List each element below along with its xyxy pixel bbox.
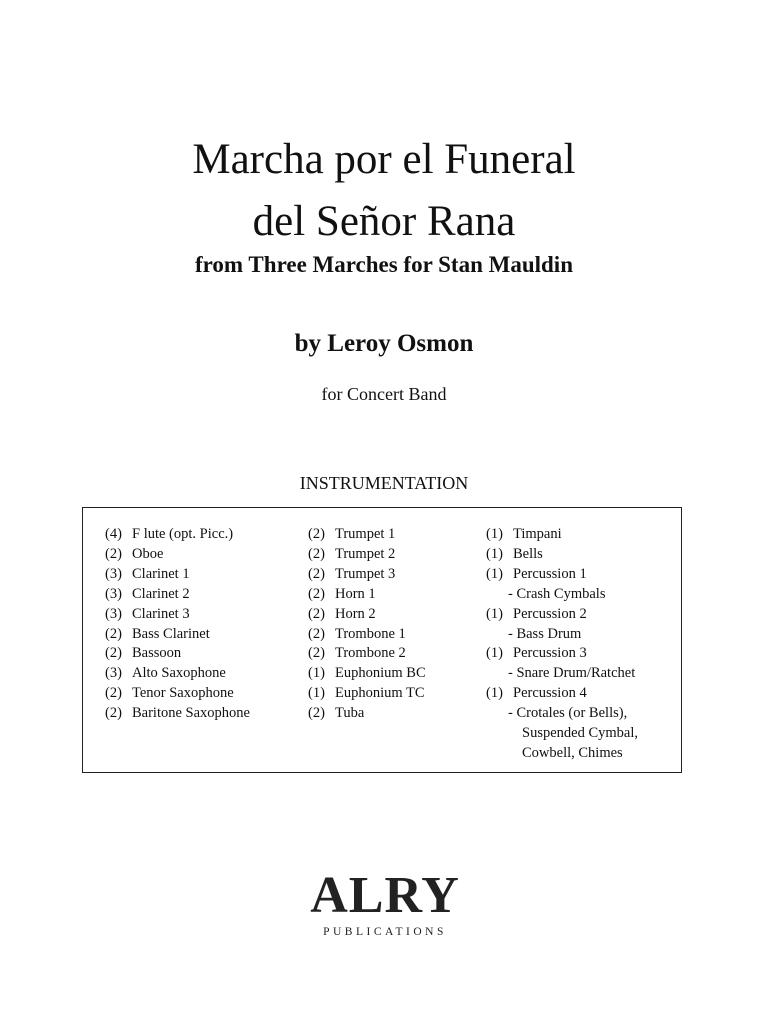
instrument-count: (1) <box>486 605 503 622</box>
instrument-column-percussion <box>486 525 638 764</box>
instrument-count: (1) <box>486 526 503 542</box>
instrument-count: (3) <box>105 565 122 582</box>
instrument-detail: - Bass Drum <box>508 625 582 642</box>
instrument-row <box>486 664 638 684</box>
instrument-name: Bassoon <box>132 645 182 662</box>
instrument-row <box>486 644 638 664</box>
instrument-count: (3) <box>105 665 122 682</box>
instrument-row <box>105 585 250 605</box>
instrument-column-brass <box>308 525 426 724</box>
instrument-row <box>486 605 638 625</box>
instrument-detail: - Crotales (or Bells), <box>508 705 628 722</box>
instrument-row <box>105 704 250 724</box>
instrument-name: Oboe <box>132 545 164 562</box>
instrument-count: (4) <box>105 526 122 542</box>
instrument-name: Clarinet 3 <box>132 605 190 622</box>
instrument-name: Tenor Saxophone <box>132 685 234 702</box>
instrument-name: Clarinet 2 <box>132 585 190 602</box>
instrument-row <box>308 684 426 704</box>
instrument-row <box>308 585 426 605</box>
title-line-2: del Señor Rana <box>252 198 516 245</box>
instrument-detail: Suspended Cymbal, <box>522 725 638 742</box>
instrument-row <box>486 744 638 764</box>
instrument-row <box>486 724 638 744</box>
instrument-name: Euphonium BC <box>335 665 426 682</box>
instrument-row <box>105 664 250 684</box>
instrument-count: (1) <box>486 565 503 582</box>
instrument-name: Euphonium TC <box>335 685 425 702</box>
instrument-name: Percussion 1 <box>513 565 587 582</box>
logo-wordmark: ALRY <box>310 867 460 924</box>
logo-subtitle: PUBLICATIONS <box>323 926 447 938</box>
instrument-name: Trumpet 3 <box>335 565 396 582</box>
instrument-row <box>308 644 426 664</box>
instrument-name: Baritone Saxophone <box>132 705 250 722</box>
instrument-count: (2) <box>105 705 122 722</box>
composer: by Leroy Osmon <box>294 330 474 357</box>
instrument-detail: - Snare Drum/Ratchet <box>508 665 636 682</box>
instrument-count: (2) <box>308 625 325 642</box>
instrument-name: Bass Clarinet <box>132 625 210 642</box>
instrument-row <box>105 644 250 664</box>
instrument-row <box>308 545 426 565</box>
instrument-name: Trombone 2 <box>335 645 406 662</box>
instrument-count: (1) <box>308 665 325 682</box>
instrument-count: (2) <box>105 625 122 642</box>
instrument-name: Horn 1 <box>335 585 376 602</box>
instrument-name: F lute (opt. Picc.) <box>132 526 234 542</box>
title-line-1: Marcha por el Funeral <box>192 136 576 183</box>
instrument-name: Trumpet 1 <box>335 526 396 542</box>
instrument-count: (2) <box>308 526 325 542</box>
instrument-column-woodwinds <box>105 525 250 724</box>
subtitle: from Three Marches for Stan Mauldin <box>194 252 573 277</box>
instrument-row <box>105 565 250 585</box>
instrument-name: Horn 2 <box>335 605 376 622</box>
instrument-count: (2) <box>105 685 122 702</box>
instrument-row <box>105 525 250 545</box>
instrument-row <box>308 565 426 585</box>
instrument-detail: - Crash Cymbals <box>508 585 606 602</box>
instrument-name: Percussion 3 <box>513 645 587 662</box>
instrument-name: Percussion 4 <box>513 685 587 702</box>
instrument-name: Tuba <box>335 705 365 722</box>
instrument-name: Clarinet 1 <box>132 565 190 582</box>
instrument-row <box>105 684 250 704</box>
instrument-name: Alto Saxophone <box>132 665 226 682</box>
instrument-row <box>105 605 250 625</box>
instrument-count: (2) <box>308 705 325 722</box>
instrument-row <box>486 625 638 645</box>
instrument-count: (2) <box>308 545 325 562</box>
instrument-row <box>308 525 426 545</box>
instrument-row <box>486 545 638 565</box>
instrument-name: Trombone 1 <box>335 625 406 642</box>
ensemble: for Concert Band <box>321 384 447 404</box>
instrument-count: (2) <box>105 645 122 662</box>
instrument-count: (2) <box>308 585 325 602</box>
instrument-row <box>486 585 638 605</box>
instrument-row <box>486 684 638 704</box>
instrument-count: (1) <box>308 685 325 702</box>
instrument-row <box>486 525 638 545</box>
instrument-row <box>486 704 638 724</box>
instrument-row <box>308 664 426 684</box>
instrument-count: (1) <box>486 645 503 662</box>
instrument-count: (3) <box>105 605 122 622</box>
instrument-row <box>308 605 426 625</box>
instrument-row <box>486 565 638 585</box>
instrument-count: (1) <box>486 545 503 562</box>
instrument-name: Trumpet 2 <box>335 545 396 562</box>
instrument-count: (3) <box>105 585 122 602</box>
instrument-count: (2) <box>105 545 122 562</box>
instrument-row <box>308 625 426 645</box>
instrumentation-box <box>82 507 682 773</box>
instrument-name: Timpani <box>513 526 562 542</box>
instrument-detail: Cowbell, Chimes <box>522 744 623 761</box>
instrument-row <box>308 704 426 724</box>
instrumentation-heading: INSTRUMENTATION <box>299 473 469 493</box>
instrument-count: (2) <box>308 605 325 622</box>
instrument-row <box>105 625 250 645</box>
instrument-name: Percussion 2 <box>513 605 587 622</box>
instrument-count: (1) <box>486 685 503 702</box>
instrument-count: (2) <box>308 565 325 582</box>
instrument-row <box>105 545 250 565</box>
publisher-logo <box>300 867 470 938</box>
instrument-count: (2) <box>308 645 325 662</box>
instrument-name: Bells <box>513 545 543 562</box>
